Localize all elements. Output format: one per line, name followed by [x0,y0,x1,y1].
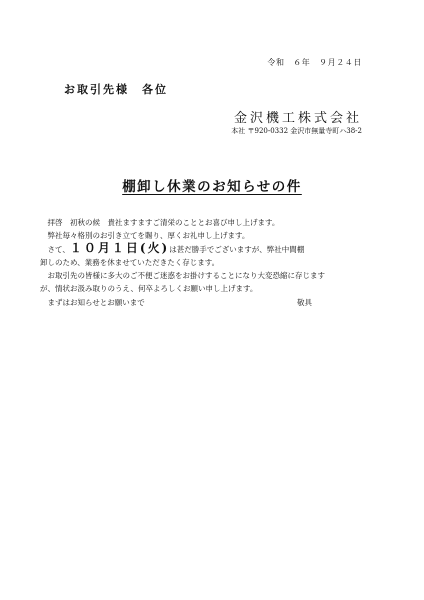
closing-keigu: 敬具 [297,297,312,307]
letter-body [40,216,370,309]
body-line-request: が、情状お汲み取りのうえ、何卒よろしくお願い申し上げます。 [40,284,258,294]
body-line-reason: 卸しのため、業務を休ませていただきたく存じます。 [40,257,220,267]
body-line-closing [40,296,370,309]
recipient-heading: お取引先様 各位 [64,83,168,96]
document-date: 令和 ６年 ９月２４日 [267,58,362,67]
body-line-thanks: 弊社毎々格別のお引き立てを賜り、厚くお礼申し上げます。 [47,231,250,241]
body-line-apology: お取引先の皆様に多大のご不便ご迷惑をお掛けすることになり大変恐縮に存じます [47,271,325,281]
document-title [0,175,424,195]
closing-text: まずはお知らせとお願いまで [47,297,145,307]
document-title-text: 棚卸し休業のお知らせの件 [122,179,302,195]
announcement-suffix: は甚だ勝手でございますが、弊社中間棚 [169,244,305,254]
body-line-announcement [40,240,370,256]
sender-address: 本社 〒920-0332 金沢市無量寺町ハ38-2 [231,127,362,135]
closure-date: １０月１日(火) [69,240,170,255]
sender-company: 金沢機工株式会社 [233,111,362,126]
body-line-greeting: 拝啓 初秋の候 貴社ますますご清栄のこととお喜び申し上げます。 [47,218,280,227]
announcement-prefix: さて、 [47,244,70,254]
